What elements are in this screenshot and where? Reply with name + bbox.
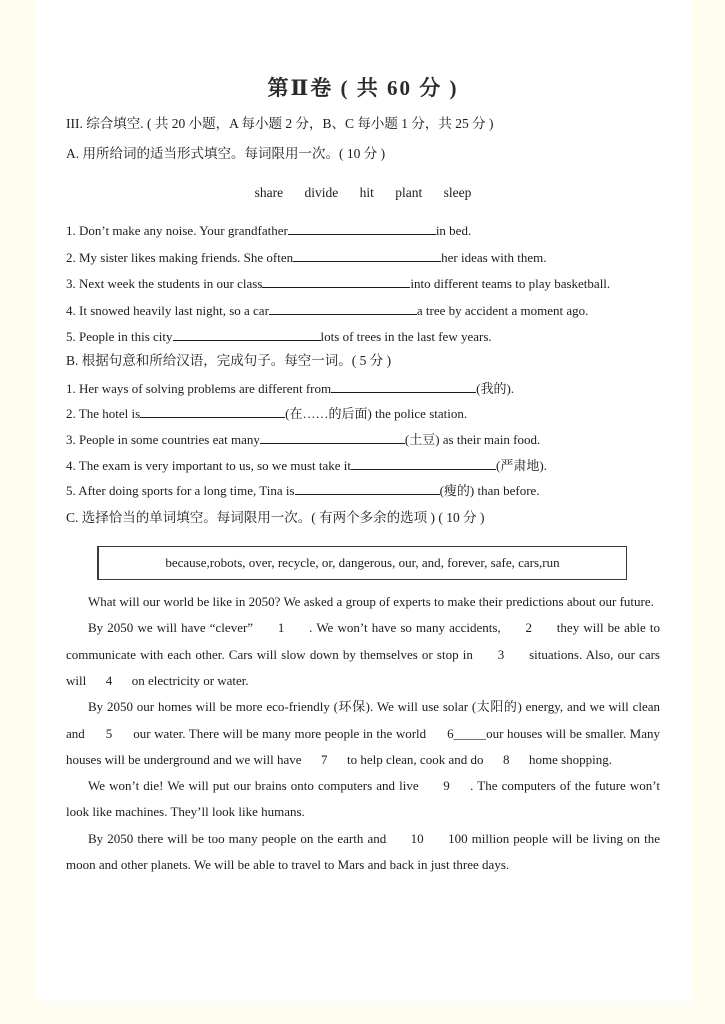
item-text-pre: 2. The hotel is: [66, 406, 141, 422]
item-text-pre: 5. After doing sports for a long time, Tina is: [66, 483, 295, 499]
fill-in-item: [66, 478, 660, 504]
item-text-pre: 4. It snowed heavily last night, so a car: [66, 302, 269, 318]
passage-paragraph: What will our world be like in 2050? We asked a group of experts to make their predictions about our future.: [88, 594, 654, 610]
passage-paragraph: By 2050 we will have “clever” 1 . We won’t have so many accidents, 2 they will be able to communicate with each other. Cars will slow down by themselves or stop in 3 situations. Also, our cars will 4 on electricity or water.: [66, 620, 660, 688]
answer-blank-line: [173, 340, 321, 341]
part-b-heading: B. 根据句意和所给汉语，完成句子。每空一词。( 5 分 ): [66, 352, 392, 368]
word-bank-box: [97, 546, 627, 580]
part-a-heading: A. 用所给词的适当形式填空。每词限用一次。( 10 分 ): [66, 146, 386, 161]
section-iii-heading: III. 综合填空. ( 共 20 小题，A 每小题 2 分，B、C 每小题 1 分，共 25 分 ): [66, 116, 494, 131]
item-text-pre: 5. People in this city: [66, 329, 173, 344]
item-text-pre: 4. The exam is very important to us, so we must take it: [66, 457, 351, 473]
answer-blank-line: [293, 261, 441, 262]
item-text-post: lots of trees in the last few years.: [320, 329, 492, 344]
item-text-pre: 3. People in some countries eat many: [66, 431, 260, 447]
fill-in-item: [66, 324, 660, 351]
item-text-post: (瘦的) than before.: [439, 483, 540, 499]
answer-blank-line: [269, 314, 417, 315]
item-text-pre: 3. Next week the students in our class: [66, 276, 263, 291]
answer-blank-line: [260, 443, 405, 444]
exam-paper-page: [36, 0, 692, 1001]
item-text-post: a tree by accident a moment ago.: [416, 302, 589, 318]
item-text-post: (严肃地).: [496, 457, 547, 473]
word-option: divide: [304, 185, 339, 200]
part-a-word-bank: [66, 184, 660, 202]
answer-blank-line: [288, 234, 436, 235]
passage-paragraph: We won’t die! We will put our brains onto computers and live 9 . The computers of the future won’t look like machines. They’ll look like humans.: [66, 778, 660, 820]
word-option: share: [254, 185, 284, 200]
page-title: 第Ⅱ卷 ( 共 60 分 ): [267, 76, 459, 100]
fill-in-item: [66, 427, 660, 453]
item-text-pre: 1. Don’t make any noise. Your grandfather: [66, 223, 288, 238]
word-option: hit: [359, 185, 374, 200]
item-text-post: (在……的后面) the police station.: [285, 406, 468, 422]
fill-in-item: [66, 376, 660, 402]
fill-in-item: [66, 271, 660, 298]
item-text-post: into different teams to play basketball.: [410, 276, 611, 291]
answer-blank-line: [140, 417, 285, 418]
answer-blank-line: [331, 392, 476, 393]
item-text-pre: 2. My sister likes making friends. She often: [66, 249, 294, 265]
fill-in-item: [66, 401, 660, 427]
answer-blank-line: [262, 287, 410, 288]
passage-paragraph: By 2050 there will be too many people on the earth and 10 100 million people will be living on the moon and other planets. We will be able to travel to Mars and back in just three days.: [66, 830, 660, 872]
passage-paragraph: By 2050 our homes will be more eco-friendly (环保). We will use solar (太阳的) energy, and we will clean and 5 our water. There will be many more people in the world 6_____our houses will be smaller. Many houses will be underground and we will have 7 to help clean, cook and do 8 home shopping.: [66, 699, 660, 767]
item-text-pre: 1. Her ways of solving problems are different from: [66, 380, 332, 396]
fill-in-item: [66, 453, 660, 479]
item-text-post: her ideas with them.: [441, 249, 547, 265]
word-option: plant: [395, 185, 423, 200]
word-option: sleep: [443, 185, 472, 200]
part-c-heading: C. 选择恰当的单词填空。每词限用一次。( 有两个多余的选项 ) ( 10 分 ): [66, 510, 485, 526]
fill-in-item: [66, 245, 660, 272]
fill-in-item: [66, 298, 660, 325]
item-text-post: (土豆) as their main food.: [404, 431, 541, 447]
cloze-passage: [66, 589, 660, 878]
answer-blank-line: [351, 469, 496, 470]
part-b-items: [66, 376, 660, 505]
item-text-post: in bed.: [435, 223, 472, 238]
fill-in-item: [66, 218, 660, 245]
answer-blank-line: [295, 494, 440, 495]
part-a-items: [66, 218, 660, 351]
word-bank-words: because,robots, over, recycle, or, dangerous, our, and, forever, safe, cars,run: [165, 555, 560, 571]
item-text-post: (我的).: [476, 380, 515, 396]
